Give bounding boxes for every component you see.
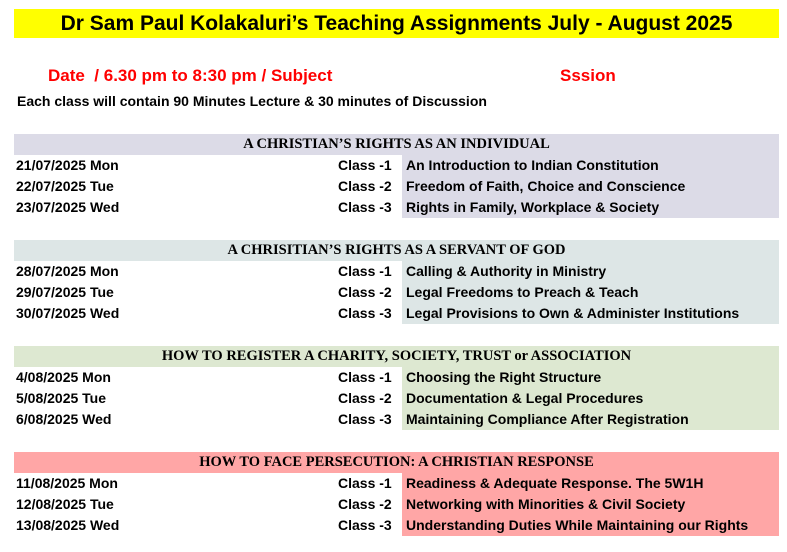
table-row [14, 261, 779, 282]
table-row [14, 282, 779, 303]
table-row [14, 494, 779, 515]
page-title: Dr Sam Paul Kolakaluri’s Teaching Assignments July - August 2025 [60, 11, 733, 35]
class-number: Class -2 [338, 496, 392, 512]
table-row [14, 197, 779, 218]
session-topic: Networking with Minorities & Civil Society [402, 494, 779, 515]
session-topic: Choosing the Right Structure [402, 367, 779, 388]
table-row [14, 303, 779, 324]
table-row [14, 155, 779, 176]
session-date: 21/07/2025 Mon [16, 157, 119, 173]
section-servant-rights [14, 240, 779, 324]
section-persecution [14, 452, 779, 536]
class-number: Class -1 [338, 475, 392, 491]
class-format-note: Each class will contain 90 Minutes Lecture & 30 minutes of Discussion [17, 93, 487, 109]
session-topic: Freedom of Faith, Choice and Conscience [402, 176, 779, 197]
table-row [14, 367, 779, 388]
session-topic: An Introduction to Indian Constitution [402, 155, 779, 176]
session-topic: Calling & Authority in Ministry [402, 261, 779, 282]
section-register-charity [14, 346, 779, 430]
session-date: 23/07/2025 Wed [16, 199, 120, 215]
session-topic: Maintaining Compliance After Registration [402, 409, 779, 430]
session-date: 22/07/2025 Tue [16, 178, 114, 194]
table-row [14, 473, 779, 494]
session-date: 30/07/2025 Wed [16, 305, 120, 321]
class-number: Class -3 [338, 411, 392, 427]
class-number: Class -2 [338, 178, 392, 194]
class-number: Class -2 [338, 390, 392, 406]
header-date-time-subject: Date / 6.30 pm to 8:30 pm / Subject [48, 66, 333, 85]
class-number: Class -3 [338, 305, 392, 321]
title-banner [14, 9, 779, 38]
session-date: 11/08/2025 Mon [16, 475, 118, 491]
session-topic: Rights in Family, Workplace & Society [402, 197, 779, 218]
table-row [14, 409, 779, 430]
session-topic: Understanding Duties While Maintaining our Rights [402, 515, 779, 536]
session-date: 29/07/2025 Tue [16, 284, 114, 300]
section-heading: A CHRISTIAN’S RIGHTS AS AN INDIVIDUAL [14, 134, 779, 155]
session-topic: Documentation & Legal Procedures [402, 388, 779, 409]
class-number: Class -1 [338, 263, 392, 279]
session-date: 5/08/2025 Tue [16, 390, 107, 406]
header-session: Sssion [560, 66, 616, 85]
session-topic: Legal Provisions to Own & Administer Institutions [402, 303, 779, 324]
class-number: Class -2 [338, 284, 392, 300]
table-row [14, 515, 779, 536]
class-number: Class -3 [338, 199, 392, 215]
session-date: 13/08/2025 Wed [16, 517, 120, 533]
section-heading: HOW TO REGISTER A CHARITY, SOCIETY, TRUST or ASSOCIATION [14, 346, 779, 367]
session-date: 28/07/2025 Mon [16, 263, 119, 279]
session-date: 12/08/2025 Tue [16, 496, 114, 512]
section-individual-rights [14, 134, 779, 218]
class-number: Class -1 [338, 157, 392, 173]
session-topic: Legal Freedoms to Preach & Teach [402, 282, 779, 303]
class-number: Class -1 [338, 369, 392, 385]
table-row [14, 388, 779, 409]
table-row [14, 176, 779, 197]
section-heading: HOW TO FACE PERSECUTION: A CHRISTIAN RESPONSE [14, 452, 779, 473]
class-number: Class -3 [338, 517, 392, 533]
session-topic: Readiness & Adequate Response. The 5W1H [402, 473, 779, 494]
session-date: 6/08/2025 Wed [16, 411, 112, 427]
session-date: 4/08/2025 Mon [16, 369, 111, 385]
section-heading: A CHRISITIAN’S RIGHTS AS A SERVANT OF GOD [14, 240, 779, 261]
